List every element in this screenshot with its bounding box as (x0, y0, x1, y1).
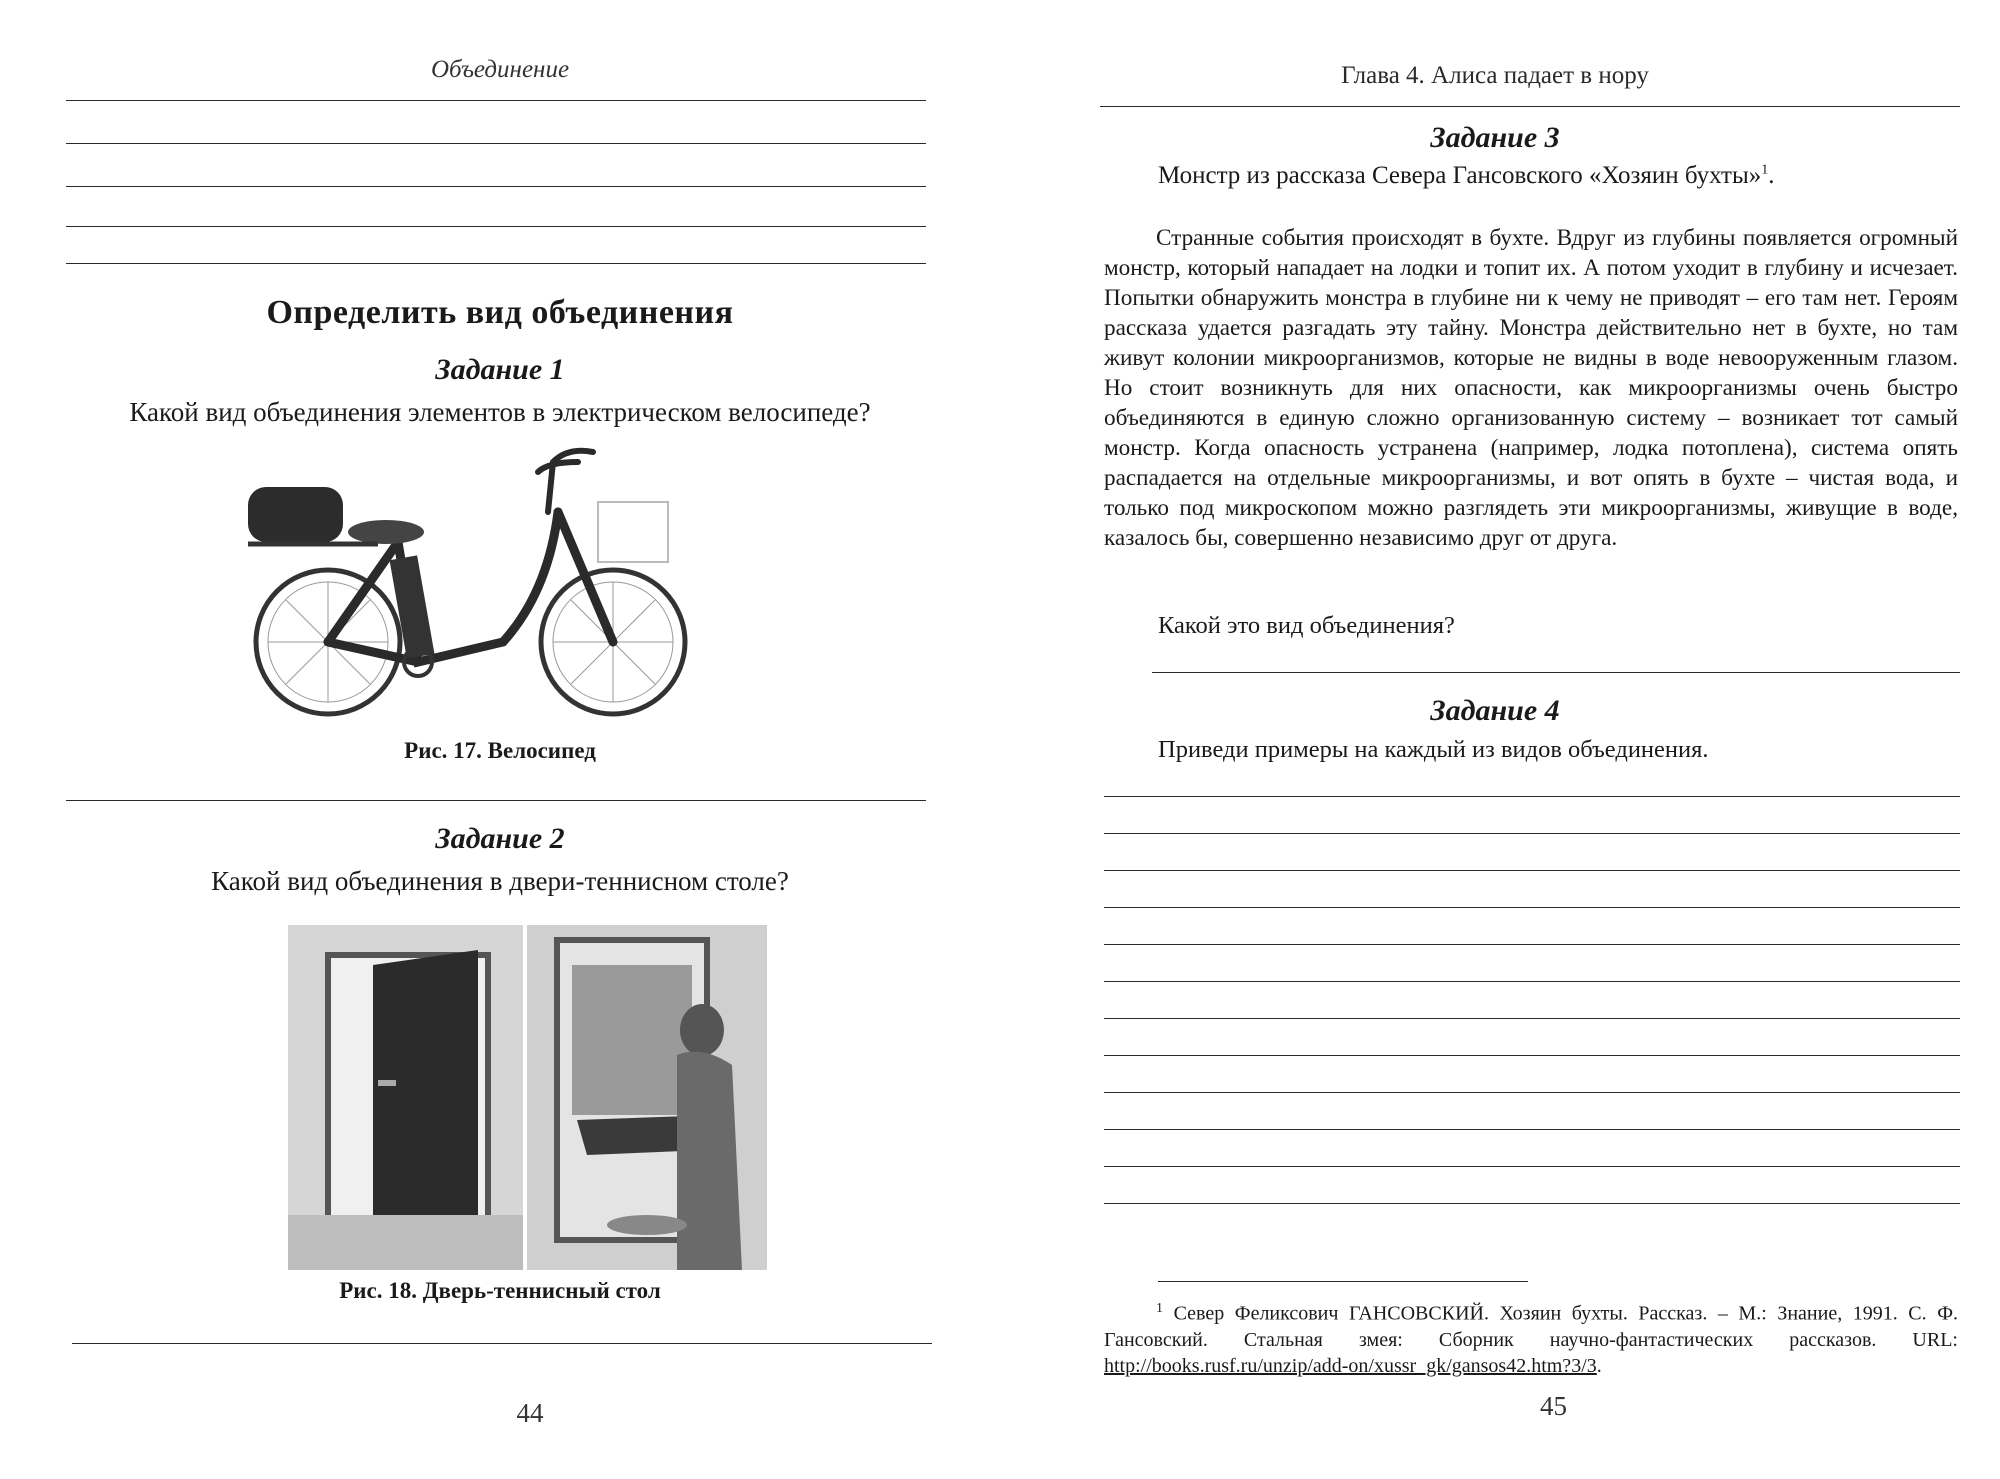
task-3-title: Задание 3 (1430, 121, 1560, 154)
door-table-photo (527, 925, 767, 1270)
writing-line (1104, 1018, 1960, 1019)
footnote-text: Север Феликсович ГАНСОВСКИЙ. Хозяин бухты. Рассказ. – М.: Знание, 1991. С. Ф. Гансовский. Стальная змея: Сборник научно-фантастических рассказов. URL: (1104, 1302, 1958, 1351)
writing-line (1104, 981, 1960, 982)
door-icon (288, 925, 523, 1270)
bicycle-image (248, 432, 738, 732)
right-page (1000, 0, 2000, 1479)
page-number-right: 45 (1540, 1391, 1567, 1421)
task-3-intro-text: Монстр из рассказа Севера Гансовского «Хозяин бухты» (1158, 162, 1762, 189)
task-1-title: Задание 1 (435, 353, 565, 386)
task-3-intro (1158, 162, 1958, 190)
writing-line (1104, 1129, 1960, 1130)
figure-17-caption: Рис. 17. Велосипед (404, 738, 596, 763)
running-head-left: Объединение (430, 56, 570, 83)
task-1-question: Какой вид объединения элементов в электрическом велосипеде? (129, 397, 871, 427)
door-closed-photo (288, 925, 523, 1270)
writing-line (66, 263, 926, 264)
section-title: Определить вид объединения (266, 294, 734, 331)
task-3-intro-end: . (1768, 162, 1775, 189)
writing-line (66, 100, 926, 101)
bicycle-icon (248, 432, 738, 732)
writing-line (1104, 1055, 1960, 1056)
task-4-title: Задание 4 (1430, 694, 1560, 727)
footnote-url-link[interactable]: http://books.rusf.ru/unzip/add-on/xussr_gk/gansos42.htm?3/3 (1104, 1354, 1597, 1377)
tennis-table-icon (527, 925, 767, 1270)
writing-line (1104, 833, 1960, 834)
writing-line (72, 1343, 932, 1344)
writing-line (1104, 1092, 1960, 1093)
writing-line (66, 143, 926, 144)
footnote-rule (1158, 1281, 1528, 1282)
answer-line (1152, 672, 1960, 673)
task-2-question: Какой вид объединения в двери-теннисном столе? (211, 866, 789, 896)
writing-line (66, 226, 926, 227)
footnote-ref[interactable]: 1 (1761, 162, 1769, 178)
header-rule (1100, 106, 1960, 107)
writing-line (1104, 1203, 1960, 1204)
writing-line (1104, 944, 1960, 945)
figure-18-caption: Рис. 18. Дверь-теннисный стол (339, 1278, 661, 1303)
writing-line (66, 800, 926, 801)
writing-line (1104, 870, 1960, 871)
writing-line (1104, 796, 1960, 797)
task-2-title: Задание 2 (435, 822, 565, 855)
running-head-right: Глава 4. Алиса падает в нору (1341, 62, 1649, 89)
writing-line (1104, 907, 1960, 908)
page-number-left: 44 (516, 1398, 544, 1428)
footnote (1104, 1296, 1958, 1379)
footnote-end: . (1596, 1354, 1602, 1377)
writing-line (1104, 1166, 1960, 1167)
writing-line (66, 186, 926, 187)
task-4-question: Приведи примеры на каждый из видов объединения. (1158, 736, 1709, 763)
task-3-question: Какой это вид объединения? (1158, 612, 1455, 639)
task-3-paragraph: Странные события происходят в бухте. Вдруг из глубины появляется огромный монстр, который нападает на лодки и топит их. А потом уходит в глубину и исчезает. Попытки обнаружить монстра в глубине ни к чему не приводят – его там нет. Героям рассказа удается разгадать эту тайну. Монстра действительно нет в бухте, но там живут колонии микроорганизмов, которые не видны в воде невооруженным глазом. Но стоит возникнуть для них опасности, как микроорганизмы очень быстро объединяются в единую сложно организованную систему – возникает тот самый монстр. Когда опасность устранена (например, лодка потоплена), система опять распадается на отдельные микроорганизмы, и вот опять в бухте – чистая вода, и только под микроскопом можно разглядеть эти микроорганизмы, живущие в воде, казалось бы, совершенно независимо друг от друга. (1104, 225, 1958, 551)
footnote-mark: 1 (1156, 1301, 1163, 1316)
